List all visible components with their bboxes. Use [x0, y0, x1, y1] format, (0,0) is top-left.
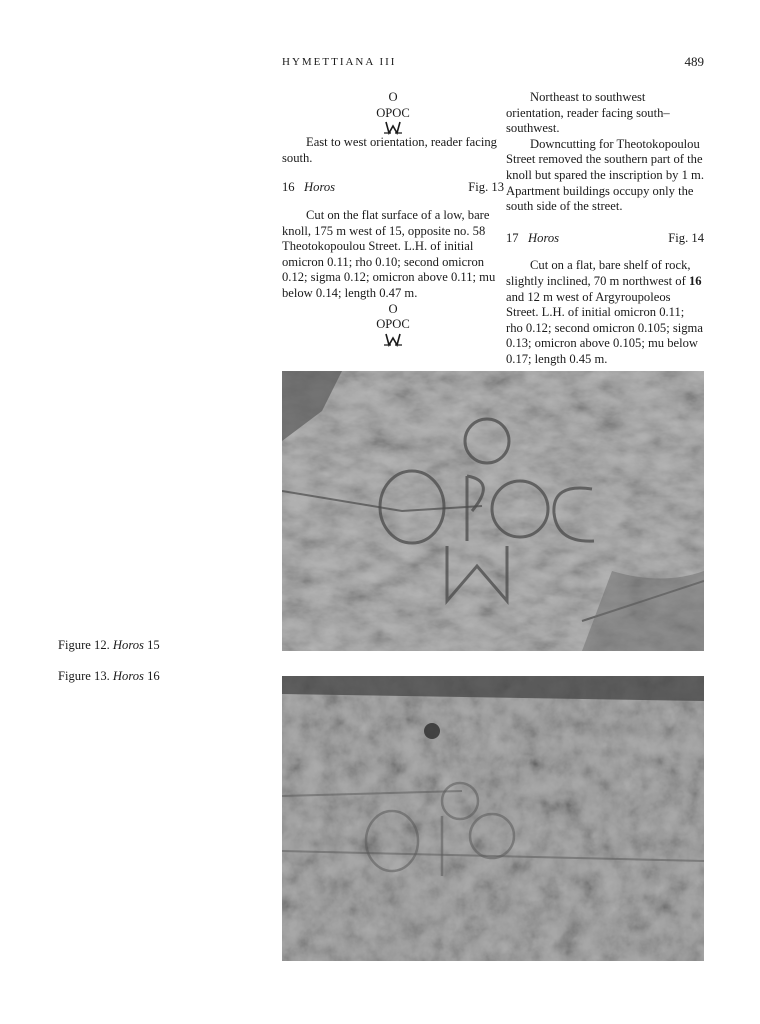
entry-heading-17 — [506, 231, 704, 247]
orientation-paragraph: Northeast to southwest orientation, reader facing south–southwest. — [506, 90, 670, 136]
entry-description — [506, 258, 704, 367]
inscription-line: OPOC — [376, 317, 410, 332]
figure-reference: Fig. 14 — [668, 230, 704, 245]
page-number: 489 — [684, 54, 704, 69]
caption-title: Horos — [112, 638, 144, 652]
figure-12-photo — [282, 371, 704, 651]
figure-reference: Fig. 13 — [468, 180, 504, 195]
running-title: HYMETTIANA III — [282, 56, 397, 68]
figure-13-photo — [282, 676, 704, 961]
entry-number: 16 — [282, 180, 295, 195]
mu-glyph-icon — [383, 121, 403, 135]
caption-label: Figure 13. — [58, 669, 113, 683]
entry-heading-16 — [282, 180, 504, 196]
entry-number: 17 — [506, 230, 519, 245]
ref-16: 16 — [688, 273, 702, 288]
figure-12-caption — [58, 638, 160, 653]
caption-number: 16 — [143, 669, 160, 683]
inscription-line: O — [388, 301, 398, 316]
entry-description: Cut on the flat surface of a low, bare knoll, 175 m west of 15, opposite no. 58 Theotokopoulou Street. L.H. of initial omicron 0.11; rho 0.10; second omicron 0.12; sigma 0.12; omicron above 0.11; mu below 0.14; length 0.47 m. — [282, 207, 496, 300]
caption-number: 15 — [143, 638, 160, 652]
caption-title: Horos — [112, 669, 144, 683]
right-column — [506, 90, 704, 368]
inscription-top — [282, 90, 504, 135]
desc-part: Cut on a flat, bare shelf of rock, slightly inclined, 70 m northwest of — [506, 258, 691, 288]
left-column — [282, 90, 504, 347]
entry-title: Horos — [304, 180, 336, 195]
figure-13-caption — [58, 669, 160, 684]
inscription-line: O — [388, 90, 398, 104]
inscription-line: OPOC — [376, 105, 410, 120]
inscription-16 — [282, 302, 504, 347]
mu-glyph-icon — [383, 333, 403, 347]
desc-part: and 12 m west of Argyroupoleos Street. L.H. of initial omicron 0.11; rho 0.12; second omicron 0.105; sigma 0.13; omicron above 0.105; mu below 0.17; length 0.45 m. — [506, 289, 703, 366]
orientation-paragraph: East to west orientation, reader facing south. — [282, 135, 497, 165]
caption-label: Figure 12. — [58, 638, 113, 652]
downcutting-paragraph: Downcutting for Theotokopoulou Street removed the southern part of the knoll but spared the inscription by 1 m. Apartment buildings occupy only the south side of the street. — [506, 136, 704, 214]
entry-title: Horos — [528, 230, 560, 245]
